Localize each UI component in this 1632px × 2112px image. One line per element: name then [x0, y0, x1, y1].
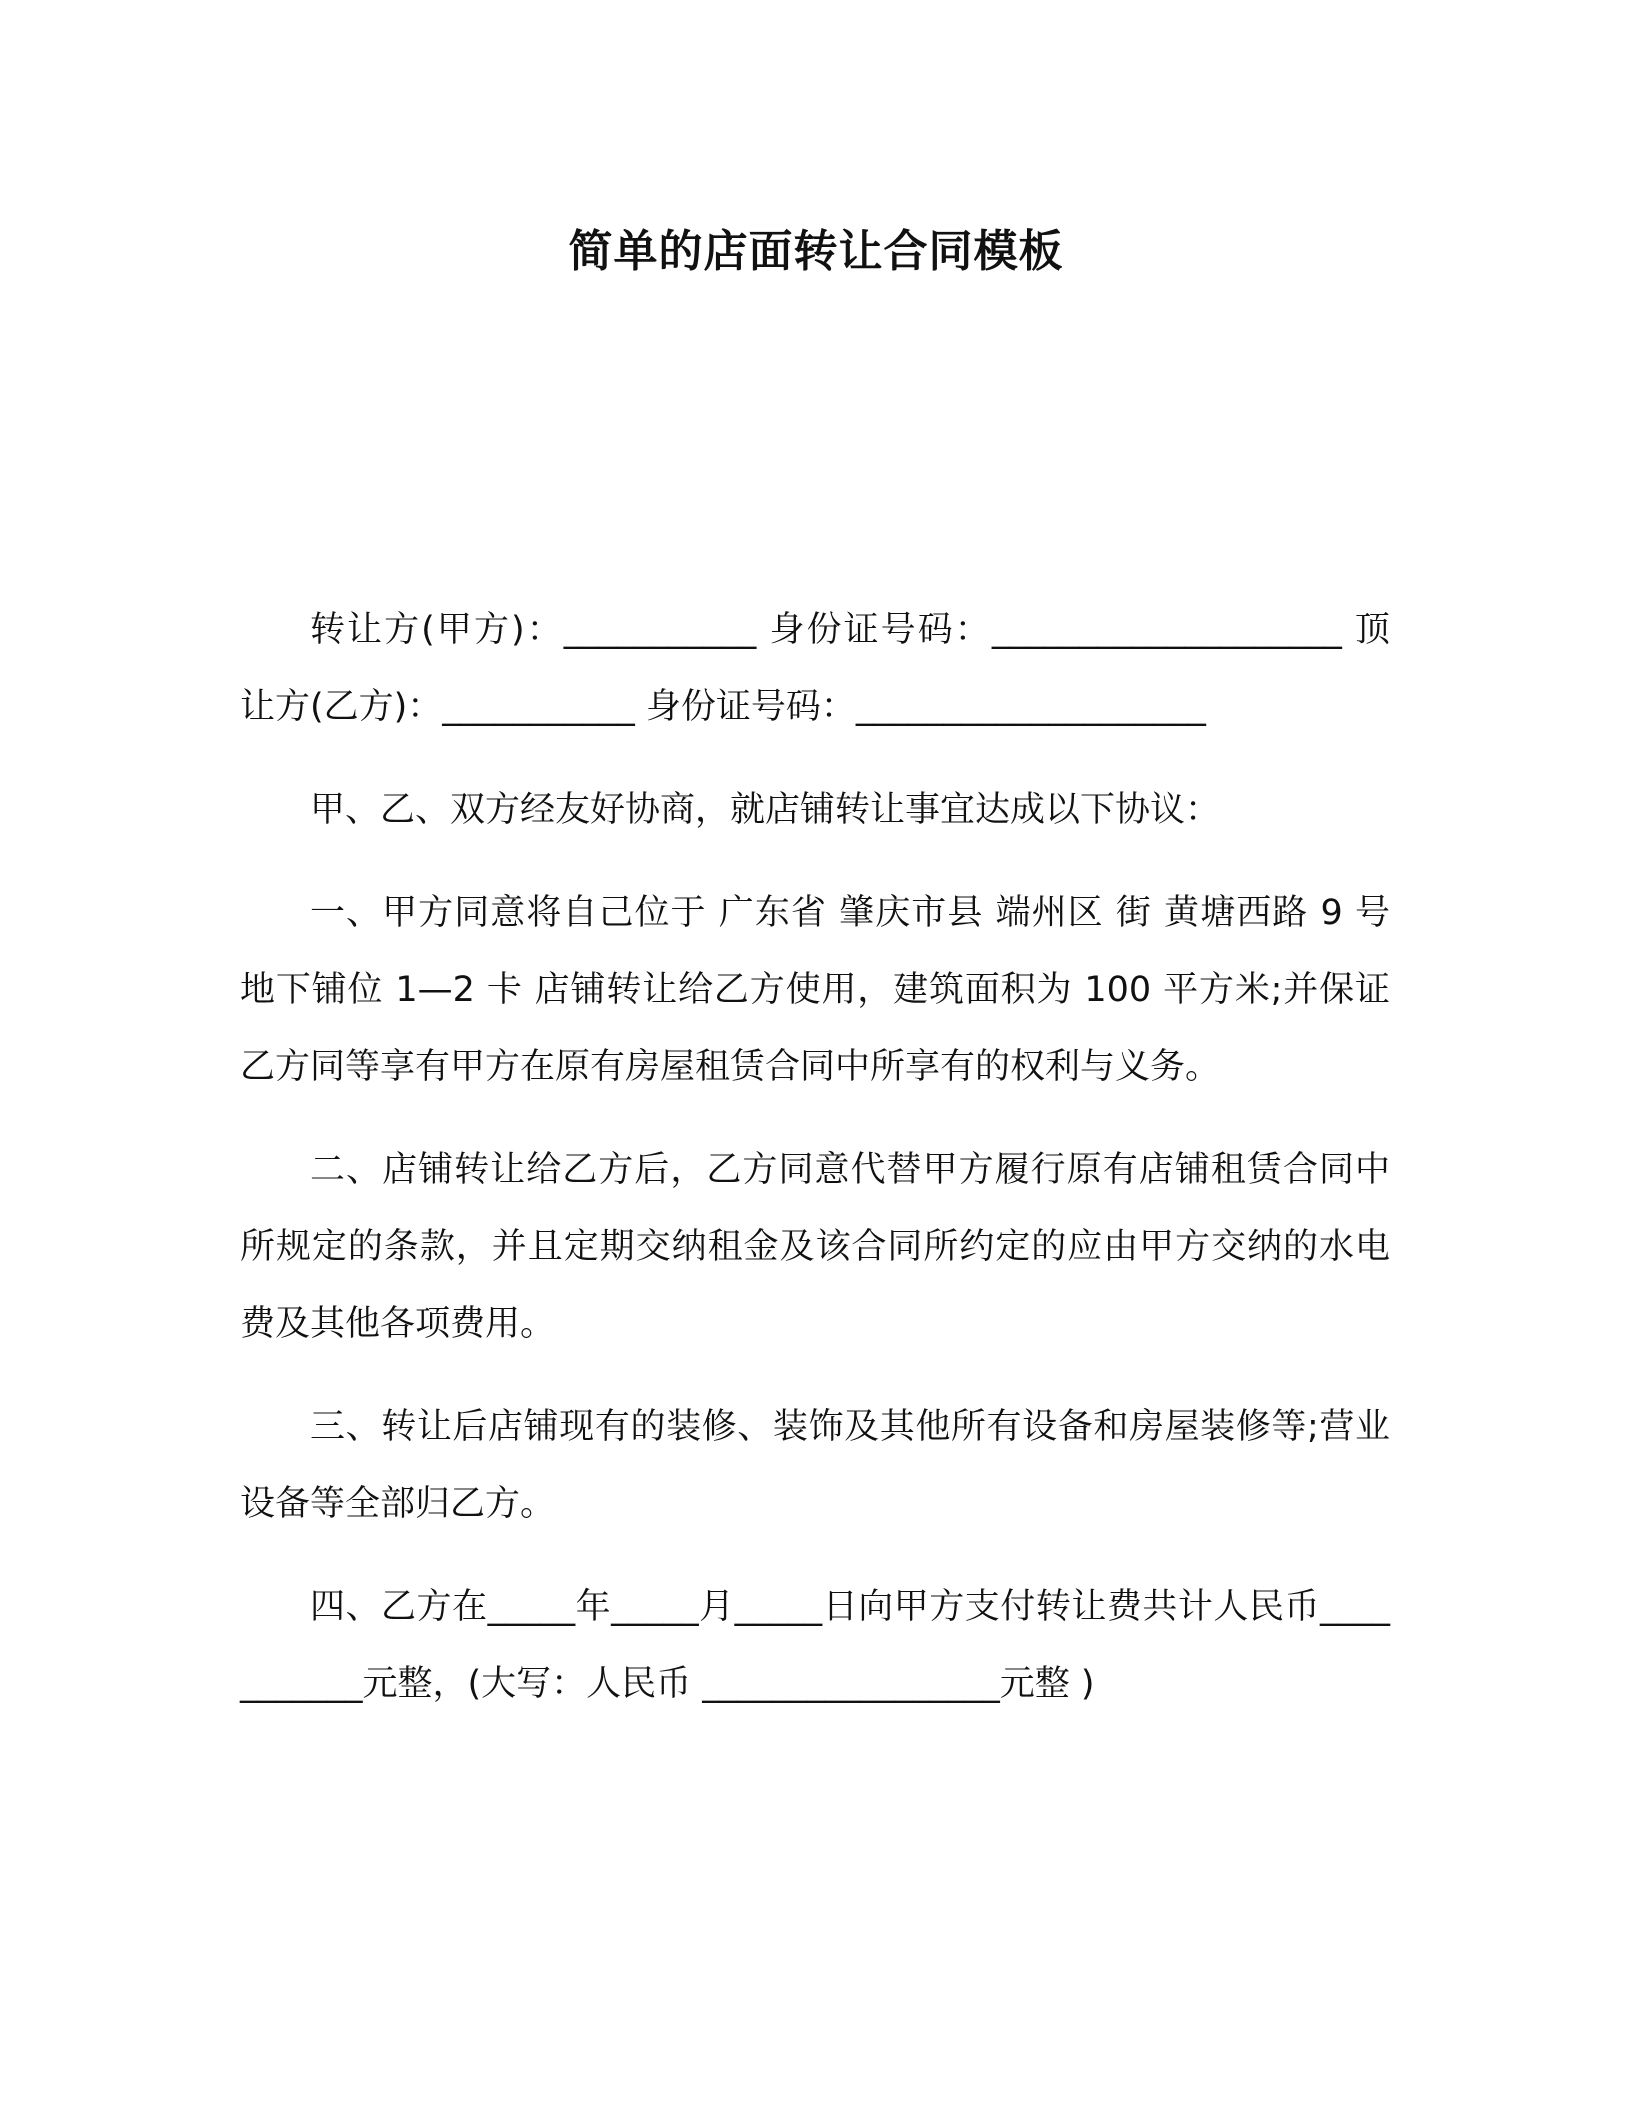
clause-1-paragraph: 一、甲方同意将自己位于 广东省 肇庆市县 端州区 街 黄塘西路 9 号地下铺位 1—2 卡 店铺转让给乙方使用，建筑面积为 100 平方米;并保证乙方同等享有甲方在原有房屋租赁合同中所享有的权利与义务。: [240, 893, 1390, 1087]
agreement-intro-paragraph: 甲、乙、双方经友好协商，就店铺转让事宜达成以下协议：: [310, 790, 1221, 830]
clause-2-paragraph: 二、店铺转让给乙方后，乙方同意代替甲方履行原有店铺租赁合同中所规定的条款，并且定期交纳租金及该合同所约定的应由甲方交纳的水电费及其他各项费用。: [240, 1150, 1390, 1344]
document-title: 简单的店面转让合同模板: [568, 226, 1064, 277]
clause-3-paragraph: 三、转让后店铺现有的装修、装饰及其他所有设备和房屋装修等;营业设备等全部归乙方。: [240, 1407, 1390, 1524]
clause-4-paragraph: 四、乙方在_____年_____月_____日向甲方支付转让费共计人民币___________元整，(大写：人民币 _________________元整 ): [240, 1587, 1390, 1704]
document-body: [240, 592, 1390, 1749]
parties-paragraph: 转让方(甲方)：___________ 身份证号码：____________________ 顶让方(乙方)：___________ 身份证号码：____________________: [240, 610, 1390, 727]
